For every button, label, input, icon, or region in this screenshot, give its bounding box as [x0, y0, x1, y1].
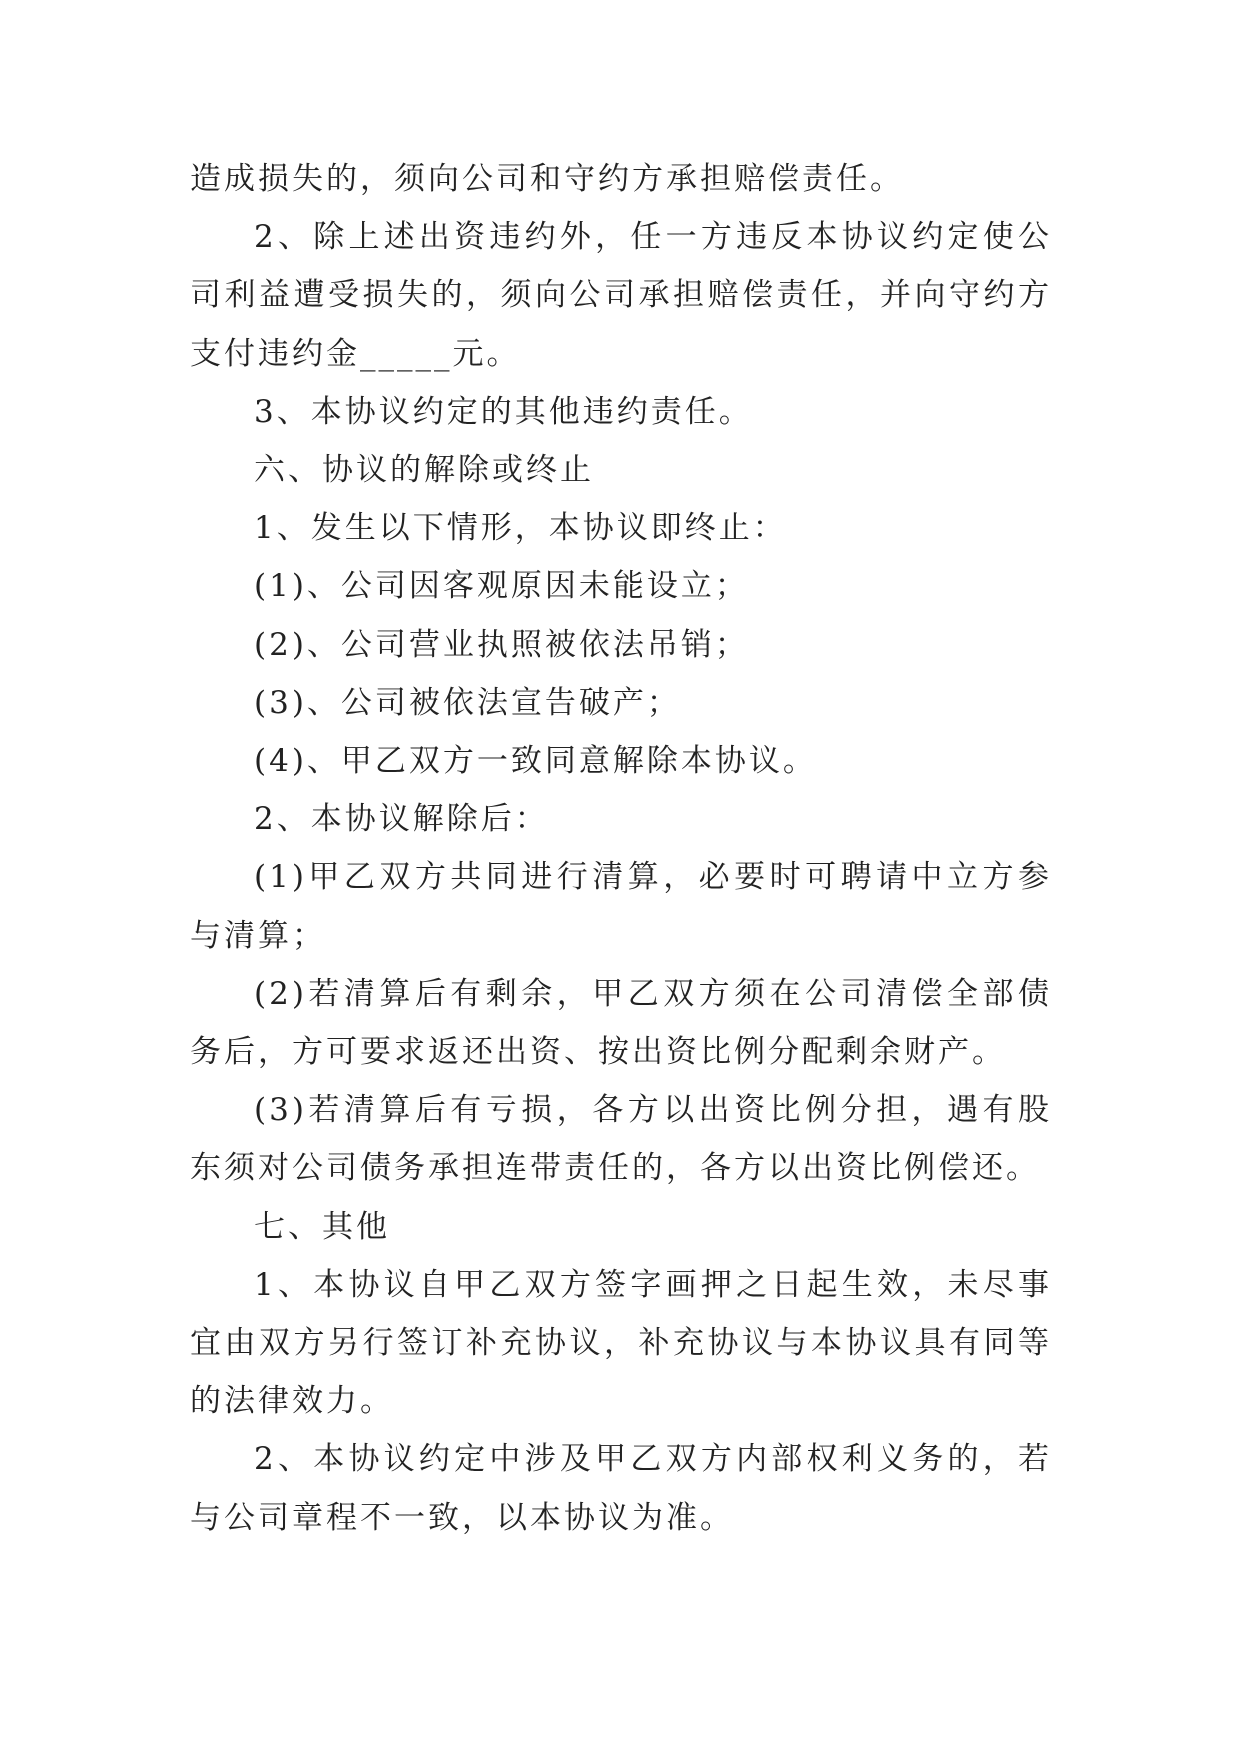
paragraph-clause-2-penalty: 2、除上述出资违约外，任一方违反本协议约定使公司利益遭受损失的，须向公司承担赔偿责任，并向守约方支付违约金_____元。: [190, 219, 1052, 372]
list-item-liquidation-2: (2)若清算后有剩余，甲乙双方须在公司清偿全部债务后，方可要求返还出资、按出资比例分配剩余财产。: [190, 975, 1052, 1071]
list-item-termination-2: (2)、公司营业执照被依法吊销；: [254, 626, 749, 663]
paragraph-after-termination: 2、本协议解除后：: [254, 801, 549, 838]
list-item-liquidation-1: (1)甲乙双方共同进行清算，必要时可聘请中立方参与清算；: [190, 859, 1052, 954]
paragraph-other-2-precedence: 2、本协议约定中涉及甲乙双方内部权利义务的，若与公司章程不一致，以本协议为准。: [190, 1441, 1052, 1536]
paragraph-termination-conditions: 1、发生以下情形，本协议即终止：: [254, 510, 787, 547]
list-item-termination-3: (3)、公司被依法宣告破产；: [254, 684, 681, 721]
paragraph-damage-liability: 造成损失的，须向公司和守约方承担赔偿责任。: [190, 161, 904, 197]
document-body: [190, 150, 1052, 1547]
list-item-termination-4: (4)、甲乙双方一致同意解除本协议。: [254, 743, 817, 780]
paragraph-other-1-effectiveness: 1、本协议自甲乙双方签字画押之日起生效，未尽事宜由双方另行签订补充协议，补充协议与本协议具有同等的法律效力。: [190, 1266, 1052, 1420]
list-item-liquidation-3: (3)若清算后有亏损，各方以出资比例分担，遇有股东须对公司债务承担连带责任的，各方以出资比例偿还。: [190, 1092, 1052, 1187]
paragraph-clause-3-other-liability: 3、本协议约定的其他违约责任。: [254, 393, 753, 430]
section-heading-other: 七、其他: [254, 1208, 390, 1245]
list-item-termination-1: (1)、公司因客观原因未能设立；: [254, 568, 749, 605]
section-heading-termination: 六、协议的解除或终止: [254, 452, 594, 489]
